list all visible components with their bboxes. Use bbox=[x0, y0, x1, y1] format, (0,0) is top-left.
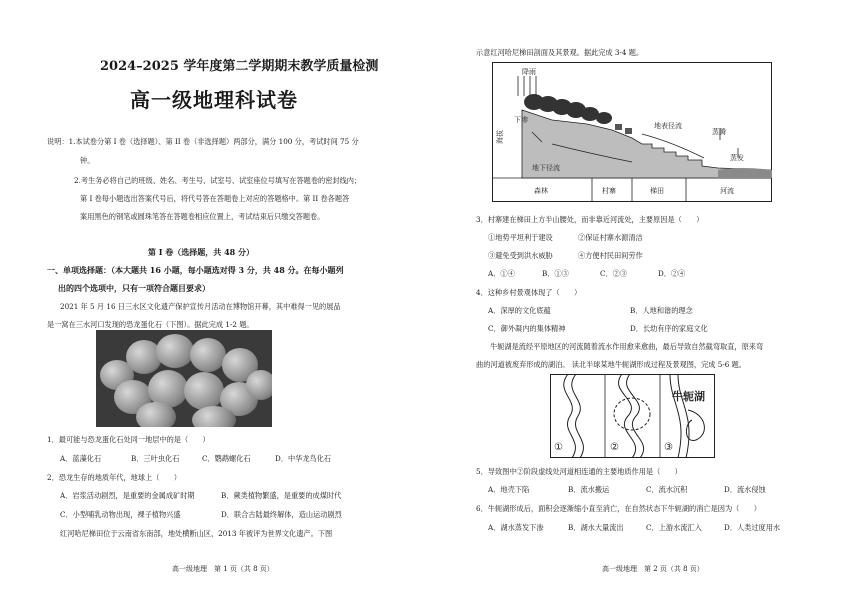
question-4-option: A．深厚的文化底蕴 bbox=[488, 306, 551, 315]
oxbow-step-2: ② bbox=[610, 442, 619, 453]
question-6-option: B．湖水大量流出 bbox=[568, 523, 624, 532]
dinosaur-egg-fossil-photo bbox=[96, 330, 272, 427]
label-groundwater: 地下径流 bbox=[532, 164, 560, 172]
label-altitude: 海拔 bbox=[496, 130, 504, 144]
zone-village: 村寨 bbox=[602, 187, 616, 195]
question-6-option: A．湖水蒸发下渗 bbox=[488, 523, 544, 532]
question-3-option: A．①④ bbox=[488, 269, 515, 278]
label-rain: 降雨 bbox=[522, 68, 536, 76]
question-5-option: D．流水侵蚀 bbox=[724, 485, 766, 494]
passage-line: 红河哈尼梯田位于云南省东南部，地处横断山区，2013 年被评为世界文化遗产。下图 bbox=[60, 529, 333, 538]
passage-line: 牛轭湖是流经平原地区的河流随着流水作用愈来愈曲，最后导致自然截弯取直，原来弯 bbox=[490, 342, 764, 351]
question-5-option: C．流水沉积 bbox=[646, 485, 688, 494]
zone-river: 河流 bbox=[720, 187, 734, 195]
question-1-stem: 1．最可能与恐龙蛋化石处同一地层中的是（ ） bbox=[47, 435, 210, 444]
label-evaporation: 蒸发 bbox=[730, 154, 744, 162]
question-2-option: C．小型哺乳动物出现，裸子植物兴盛 bbox=[60, 510, 181, 519]
question-2-option: B．蕨类植物繁盛，是重要的成煤时代 bbox=[221, 491, 342, 500]
question-3-option: C．②③ bbox=[600, 269, 628, 278]
instruction-line: 2.考生务必将自己的班级、姓名、考生号、试室号、试室座位号填写在答题卷的密封线内； bbox=[74, 176, 362, 185]
instruction-line: 钟。 bbox=[80, 156, 95, 165]
question-3-statement: ②保证村寨水源清洁 bbox=[578, 233, 643, 242]
question-3-statement: ①地势平坦利于建设 bbox=[488, 233, 553, 242]
subject-title: 高一级地理科试卷 bbox=[130, 88, 298, 112]
question-4-stem: 4．这种乡村景观体现了（ ） bbox=[476, 288, 582, 297]
exam-title: 2024–2025 学年度第二学期期末教学质量检测 bbox=[100, 59, 379, 74]
question-3-option: D．②④ bbox=[658, 269, 686, 278]
label-surface-runoff: 地表径流 bbox=[654, 122, 682, 130]
question-3-statement: ③避免受到洪水威胁 bbox=[488, 251, 553, 260]
question-6-stem: 6．牛轭湖形成后，面积会逐渐缩小直至消亡，在自然状态下牛轭湖的消亡是因为（ ） bbox=[476, 504, 761, 513]
question-2-stem: 2．恐龙生存的地质年代，地球上（ ） bbox=[47, 473, 181, 482]
terrace-profile-diagram bbox=[492, 62, 772, 202]
passage-line: 示意红河哈尼梯田剖面及其景观。据此完成 3-4 题。 bbox=[476, 48, 644, 57]
right-page bbox=[430, 0, 860, 595]
question-6-option: D．人类过度用水 bbox=[724, 523, 781, 532]
passage-line: 曲的河道被废弃形成的湖泊。 读北半球某地牛轭湖形成过程及景观图，完成 5-6 题。 bbox=[476, 360, 746, 369]
page-footer: 高一级地理 第 1 页（共 8 页） bbox=[172, 565, 274, 573]
passage-line: 是一窝在三水河口发现的恐龙蛋化石（下图）。据此完成 1-2 题。 bbox=[47, 320, 254, 329]
question-5-option: B．流水搬运 bbox=[568, 485, 610, 494]
question-5-option: A．地壳下陷 bbox=[488, 485, 530, 494]
question-1-option: A．蓝藻化石 bbox=[60, 454, 102, 463]
question-2-option: A．岩浆活动剧烈，是重要的金属成矿时期 bbox=[60, 491, 195, 500]
question-4-option: C．御外凝内的集体精神 bbox=[488, 324, 566, 333]
question-3-option: B．①③ bbox=[542, 269, 569, 278]
instruction-line: 案用黑色的钢笔或圆珠笔答在答题卷相应位置上，考试结束后只缴交答题卷。 bbox=[80, 212, 325, 221]
section-heading: 一、单项选择题：（本大题共 16 小题，每小题选对得 3 分，共 48 分。在每小题列 bbox=[47, 265, 344, 275]
oxbow-step-1: ① bbox=[554, 442, 563, 453]
passage-line: 2021 年 5 月 16 日三水区文化遗产保护宣传月活动在博物馆开幕，其中难得一见的展品 bbox=[60, 302, 341, 311]
label-transpiration: 蒸腾 bbox=[712, 128, 726, 136]
oxbow-step-3: ③ bbox=[664, 442, 673, 453]
question-2-option: D．联合古陆最终解体，造山运动剧烈 bbox=[221, 510, 342, 519]
question-4-option: D．长幼有序的家庭文化 bbox=[630, 324, 708, 333]
page-footer: 高一级地理 第 2 页（共 8 页） bbox=[602, 565, 704, 573]
question-1-option: C．鹦鹉螺化石 bbox=[202, 454, 251, 463]
part-title: 第 I 卷（选择题，共 48 分） bbox=[148, 247, 255, 257]
question-5-stem: 5．导致图中②阶段虚线处河道相连通的主要地质作用是（ ） bbox=[476, 467, 682, 476]
question-1-option: B．三叶虫化石 bbox=[131, 454, 180, 463]
label-infiltration: 下渗 bbox=[514, 116, 528, 124]
instruction-line: 说明：1.本试卷分第 I 卷（选择题）、第 II 卷（非选择题）两部分，满分 100 分，考试时间 75 分 bbox=[47, 137, 359, 146]
question-6-option: C．上游水流汇入 bbox=[646, 523, 702, 532]
zone-terrace: 梯田 bbox=[650, 187, 664, 195]
question-3-statement: ④方便村民田间劳作 bbox=[578, 251, 643, 260]
question-4-option: B．人地和谐的理念 bbox=[630, 306, 693, 315]
instruction-line: 第 I 卷每小题选出答案代号后，将代号答在答题卷上对应的答题格中。第 II 卷各题答 bbox=[80, 194, 350, 203]
question-3-stem: 3．村寨建在梯田上方半山腰处，而非靠近河流处，主要原因是（ ） bbox=[476, 215, 704, 224]
oxbow-lake-diagram bbox=[550, 374, 715, 458]
oxbow-lake-label: 牛轭湖 bbox=[672, 390, 705, 403]
question-1-option: D．中华龙鸟化石 bbox=[275, 454, 332, 463]
section-heading: 出的四个选项中，只有一项符合题目要求） bbox=[58, 283, 210, 293]
zone-forest: 森林 bbox=[534, 187, 548, 195]
